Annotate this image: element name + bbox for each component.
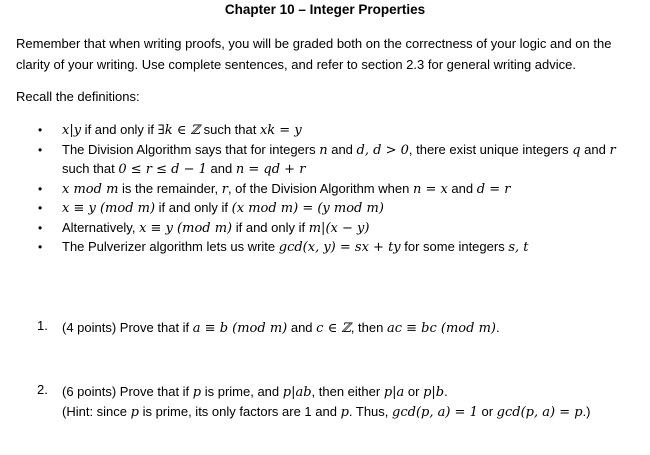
math-expression: x mod m (62, 181, 119, 197)
problem-hint (62, 402, 642, 422)
definition-text: The Pulverizer algorithm lets us write (62, 239, 279, 254)
definition-text: such that (199, 122, 260, 137)
page-title: Chapter 10 – Integer Properties (224, 2, 426, 17)
math-expression: r (221, 181, 228, 197)
definition-text: and (580, 141, 610, 157)
math-expression: d, d > 0 (356, 142, 409, 158)
definition-text: is the remainder, (118, 180, 222, 196)
problem-number: 2. (37, 382, 48, 397)
math-expression: (x mod m) = (y mod m) (231, 201, 384, 216)
intro-paragraph: Remember that when writing proofs, you will be graded both on the correctness of your logic and on the clarity of your writing. Use complete sentences, and refer to section 2.3 for general writing advice. (16, 36, 612, 72)
definition-text: , of the Division Algorithm when (227, 180, 413, 196)
math-expression: p (340, 405, 349, 420)
math-expression: p|a (383, 385, 405, 400)
hint-text-part: or (477, 404, 497, 419)
bullet-icon: • (38, 142, 43, 157)
math-expression: x|y (62, 123, 82, 138)
problem-number: 1. (37, 318, 48, 333)
definition-text: The Division Algorithm says that for integers (62, 141, 320, 157)
math-expression: n (319, 142, 328, 158)
math-expression: ac ≡ bc (mod m) (386, 321, 496, 336)
math-expression: p (130, 405, 139, 420)
math-expression: gcd(x, y) = sx + ty (278, 240, 401, 255)
definition-text: , there exist unique integers (408, 141, 573, 157)
definition-text: if and only if (155, 200, 232, 215)
math-expression: p|b (423, 385, 445, 400)
problem-text-part: . (444, 384, 448, 399)
definition-text: and (327, 141, 357, 157)
definitions-list (0, 121, 650, 258)
problem-text-part: , then either (311, 384, 384, 399)
hint-text-part: . Thus, (348, 404, 393, 419)
definition-text: Alternatively, (62, 219, 140, 235)
problem-text (62, 318, 642, 338)
definition-item (0, 238, 650, 258)
hint-text-part: .) (582, 404, 591, 419)
definition-text: if and only if (232, 219, 309, 235)
problem-text-part: and (287, 320, 317, 335)
bullet-icon: • (38, 181, 43, 196)
math-expression: n = qd + r (235, 162, 306, 177)
math-expression: a ≡ b (mod m) (192, 321, 288, 336)
math-expression: x ≡ y (mod m) (62, 201, 156, 216)
problem-text-part: (6 points) Prove that if (62, 384, 193, 399)
definition-item (0, 199, 650, 219)
definition-item (0, 180, 650, 200)
definition-text: and (447, 180, 477, 196)
math-expression: p (192, 385, 202, 400)
math-expression: xk = y (259, 123, 302, 138)
hint-text-part: (Hint: since (62, 404, 131, 419)
math-expression: p|ab (282, 385, 312, 400)
definition-text: such that (62, 161, 119, 176)
definition-text: and (206, 161, 236, 176)
math-expression: r (609, 142, 616, 158)
problem-text (62, 382, 642, 422)
math-expression: ∃k ∈ ℤ (157, 123, 200, 138)
math-expression: s, t (508, 240, 529, 255)
definition-item (0, 121, 650, 141)
math-expression: gcd(p, a) = p (496, 405, 583, 420)
bullet-icon: • (38, 220, 43, 235)
math-expression: d = r (476, 181, 511, 197)
problem-text-part: or (404, 384, 424, 399)
math-expression: m|(x − y) (308, 220, 370, 236)
definition-item (0, 141, 650, 180)
math-expression: n = x (412, 181, 448, 197)
problem-text-part: . (495, 320, 500, 335)
definition-text: for some integers (400, 239, 509, 254)
problem-text-part: is prime, and (201, 384, 283, 399)
definition-item (0, 219, 650, 239)
math-expression: c ∈ ℤ (316, 321, 351, 336)
math-expression: gcd(p, a) = 1 (392, 405, 478, 420)
problem-text-part: , then (350, 320, 387, 335)
math-expression: x ≡ y (mod m) (139, 220, 233, 236)
bullet-icon: • (38, 123, 43, 137)
hint-text-part: is prime, its only factors are 1 and (138, 404, 341, 419)
math-expression: q (572, 142, 581, 158)
problem-statement (62, 382, 642, 402)
problem-text-part: (4 points) Prove that if (62, 320, 193, 335)
bullet-icon: • (38, 201, 43, 215)
bullet-icon: • (38, 240, 43, 254)
recall-heading: Recall the definitions: (16, 89, 140, 104)
definition-text: if and only if (81, 122, 158, 137)
math-expression: 0 ≤ r ≤ d − 1 (118, 162, 207, 177)
